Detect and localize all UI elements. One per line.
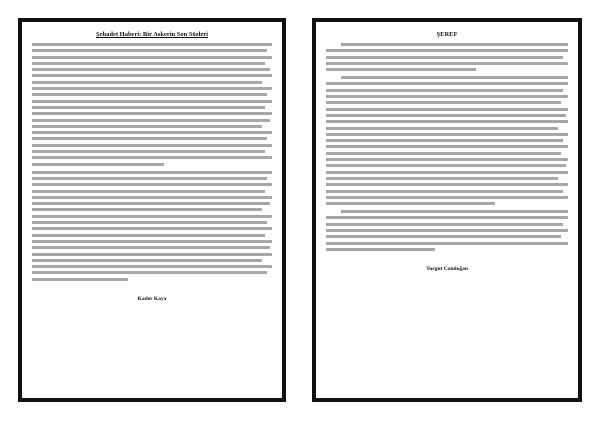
right-paragraph-3: [326, 210, 568, 251]
left-page: [18, 18, 286, 402]
left-page-title: Şehadet Haberi: Bir Askerin Son Sözleri: [95, 31, 208, 38]
right-page-author: Turgut Candoğan: [426, 265, 468, 272]
right-page-title: ŞEREF: [436, 31, 458, 38]
left-paragraph-2: [32, 171, 272, 281]
right-page: [312, 18, 582, 402]
left-paragraph-1: [32, 43, 272, 166]
right-paragraph-1: [326, 43, 568, 71]
right-paragraph-2: [326, 76, 568, 205]
left-page-author: Kader Kaya: [137, 295, 167, 302]
